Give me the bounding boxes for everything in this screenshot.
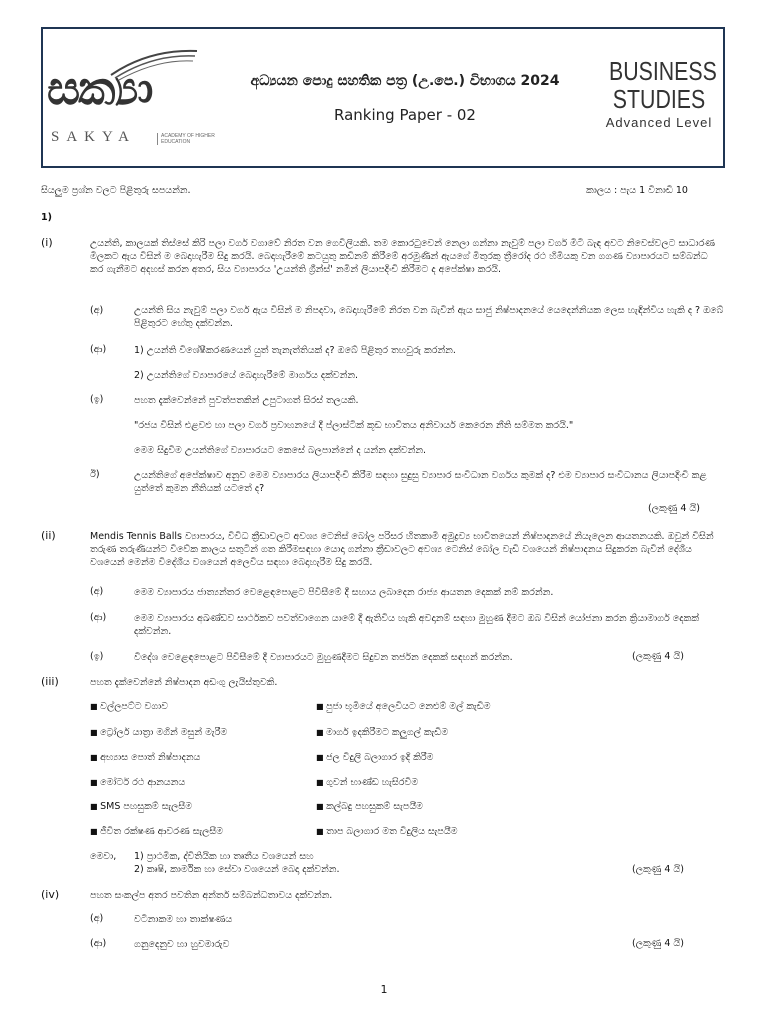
exam-title: අධ්‍යයන පොදු සහතික පත්‍ර (උ.පෙ.) විභාගය 2024 (250, 73, 560, 89)
part-ii-paragraph: Mendis Tennis Balls ව්‍යාපාරය, විවිධ ක්‍රීඩාවලට අවශ්‍ය ටෙනිස් බෝල පරිසර හිතකාමී අමුද්‍රව්‍ය භාවිතයෙන් නිෂ්පාදනයේ නියැලෙන ආයතනයකි. ඔවුන් විසින් තරුණ තරුණියන්ට විවේක කාලය සතුටින් ගත කිරීමසඳහා යොදා ගන්නා ක්‍රීඩාවලට අවශ්‍ය ටෙනිස් බෝල වැඩි වශයෙන් නිෂ්පාදනය සිදුකරන බැවින් දේශීය වශයෙන් මෙන්ම විදේශීය වශයෙන් අලෙවිය සඳහා බෙදාහැරීම සිදු කරයි. (90, 531, 714, 568)
subject-block (598, 57, 720, 130)
part-iii-footer-lead: මෙවා, (90, 851, 117, 862)
paper-header (41, 27, 725, 168)
part-iv-a-label: (අ) (90, 913, 104, 924)
list-item: ■ ට්‍රෝලර් යාත්‍රා මගින් මසුන් මැරීම (90, 727, 227, 738)
subject-line1: BUSINESS (608, 56, 717, 86)
list-item: ■ ජල විදුලි බලාගාර ඉදි කිරීම (316, 752, 433, 763)
part-ii-i-text: විදේශ වෙළෙඳපොළට පිවිසීමේ දී ව්‍යාපාරයට මුහුණදීමට සිදුවන තර්ජන දෙකක් සඳහන් කරන්න. (134, 652, 513, 663)
logo-academy: ACADEMY OF HIGHER EDUCATION (157, 133, 221, 145)
part-i-i-3: මෙම සිදුවීම උයන්තිගේ ව්‍යාපාරයට කෙසේ බලපාන්නේ ද යන්න දක්වන්න. (134, 445, 427, 456)
part-iv-intro: පහත සංකල්ප අතර පවතින අන්තර් සම්බන්ධතාවය දක්වන්න. (90, 890, 333, 901)
part-i-aa-2: 2) උයන්තිගේ ව්‍යාපාරයේ බෙදාහැරීමේ මාර්ගය දක්වන්න. (134, 370, 359, 381)
list-item: ■ වල්ලපට්ට වගාව (90, 701, 168, 712)
list-item: ■ තාප බලාගාර මත විදුලිය සැපයීම (316, 826, 458, 837)
part-iv-number: (iv) (41, 888, 60, 901)
part-iii-footer-2: 2) කෘෂි, කාර්මික හා සේවා වශයෙන් බෙදා දක්වන්න. (134, 864, 340, 875)
part-iii-footer-1: 1) ප්‍රාථමික, ද්විතියික හා තෘතීය වශයෙන් සහ (134, 851, 314, 862)
part-i-a-label: (අ) (90, 305, 104, 316)
part-ii-aa-label: (ආ) (90, 612, 107, 623)
part-iv-a-text: වටිනාකම හා තාක්ෂණය (134, 914, 233, 925)
subject-line2: STUDIES (612, 84, 706, 114)
part-i-ii-text: උයන්තිගේ අපේක්ෂාව අනුව මෙම ව්‍යාපාරය ලියාපදිංචි කිරීම සඳහා සුදුසු ව්‍යාපාර සංවිධාන වර්ගය කුමක් ද? එම ව්‍යාපාර සංවිධානය ලියාපදිංචි කළ යුත්තේ කුමන නීතියක් යටතේ ද? (134, 470, 707, 494)
part-iii-intro: පහත දැක්වෙන්නේ නිෂ්පාදන අඩංගු ලැයිස්තුවකි. (90, 677, 278, 688)
page-number: 1 (380, 983, 388, 996)
part-iii-number: (iii) (41, 675, 59, 688)
part-i-i-label: (ඉ) (90, 394, 104, 405)
part-i-i-1: පහත දැක්වෙන්නේ පුවත්පතකින් උපුටාගත් සිරස් තලයකි. (134, 395, 359, 406)
part-i-a-text: උයන්ති සිය නැවුම් පලා වර්ග ඇය විසින් ම නිපදවා, බෙදාහැරීමේ නිරත වන බැවින් ඇය සාජු නිෂ්පාදනයේ යෙදෙන්නියක ලෙස හැඳින්විය හැකි ද ? ඔබේ පිළිතුරට හේතු දක්වන්න. (134, 305, 724, 329)
logo-wordmark: SAKYA (51, 129, 137, 145)
part-ii-marks: (ලකුණු 4 යි) (632, 651, 684, 662)
part-iii-marks: (ලකුණු 4 යි) (632, 864, 684, 875)
part-iv-aa-text: ගනුදෙනුව හා හුවමාරුව (134, 939, 230, 950)
part-ii-number: (ii) (41, 529, 56, 542)
list-item: ■ SMS පහසුකම් සැලසීම (90, 801, 192, 812)
sakya-logo (47, 45, 247, 160)
part-ii-aa-text: මෙම ව්‍යාපාරය අඛණ්ඩව සාර්ථකව පවත්වාගෙන යාමේ දී ඇතිවිය හැකි අවදානම් සඳහා මුහුණ දීමට ඔබ විසින් යෝජනා කරන ක්‍රියාමාර්ග දෙකක් දක්වන්න. (134, 613, 699, 637)
time-allowed: කාලය : පැය 1 විනාඩි 10 (586, 185, 688, 196)
part-ii-a-text: මෙම ව්‍යාපාරය ජාත්‍යන්තර වෙළෙඳපොළට පිවිසීමේ දී සහාය ලබාදෙන රාජ්‍ය ආයතන දෙකක් නම් කරන්න. (134, 587, 554, 598)
list-item: ■ අභ්‍යාස පොත් නිෂ්පාදනය (90, 752, 200, 763)
part-i-number: (i) (41, 236, 53, 249)
paper-subtitle: Ranking Paper - 02 (334, 106, 476, 124)
logo-script: සක්‍යා (47, 61, 152, 115)
instruction: සියලුම ප්‍රශ්න වලට පිළිතුරු සපයන්න. (41, 185, 191, 196)
list-item: ■ කල්බදු පහසුකම් සැපයීම (316, 801, 423, 812)
part-i-paragraph: උයන්ති, කාලයක් තිස්සේ කිරි පලා වර්ග වගාවේ නිරත වන ගෙවිලියකි. තම කොරටුවෙන් නෙලා ගන්නා නැවුම් පලා වර්ග මිටි බැඳ අවට නිවෙස්වලට සාධාරණ මිලකට ඇය විසින් ම බෙදාහැරීම සිදු කරයි. බෙදාහැරීමේ කටයුතු කඩිනම් කිරීමේ අරමුණින් ඇයගේ මිතුරකු ත්‍රීරෝද රථ හිමියකු වන ගගණ ව්‍යාපාරයට සම්බන්ධ කර ගැනීමට අදහස් කරන අතර, සිය ව්‍යාපාරය 'උයන්ති ග්‍රීන්ස්' නමින් ලියාපදිංචි කිරීමට ද අපේක්ෂා කරයි. (90, 238, 715, 275)
part-i-marks: (ලකුණු 4 යි) (648, 503, 700, 514)
list-item: ■ ගුවන් භාණ්ඩ හැසිරවීම (316, 777, 418, 788)
list-item: ■ පුජා භූමියේ අලෙවියට නෙළුම් මල් කැඩීම (316, 701, 491, 712)
part-ii-a-label: (අ) (90, 586, 104, 597)
part-iv-marks: (ලකුණු 4 යි) (632, 938, 684, 949)
list-item: ■ මාර්ග ඉදකිරීමට කලුගල් කැඩීම (316, 727, 448, 738)
list-item: ■ මෝටර් රථ ආනයනය (90, 777, 185, 788)
part-i-aa-label: (ආ) (90, 344, 107, 355)
part-iv-aa-label: (ආ) (90, 938, 107, 949)
question-number: 1) (41, 212, 52, 223)
part-ii-i-label: (ඉ) (90, 651, 104, 662)
list-item: ■ ජීවිත රක්ෂණ ආවරණ සැලසීම (90, 826, 223, 837)
part-i-aa-1: 1) උයන්ති විශේෂීකරණයෙන් යුත් තැනැත්තියක් ද? ඔබේ පිළිතුර තහවුරු කරන්න. (134, 345, 456, 356)
subject-line3: Advanced Level (605, 115, 713, 130)
part-i-ii-label: ඊ) (90, 469, 100, 480)
part-i-i-quote: "රජය විසින් එළවළු හා පලා වර්ග ප්‍රවාහනයේ දී ප්ලාස්ටික් කූඩ භාවිතය අනිවාර්ය කෙරෙන නීති සම්මත කරයි." (134, 420, 574, 431)
